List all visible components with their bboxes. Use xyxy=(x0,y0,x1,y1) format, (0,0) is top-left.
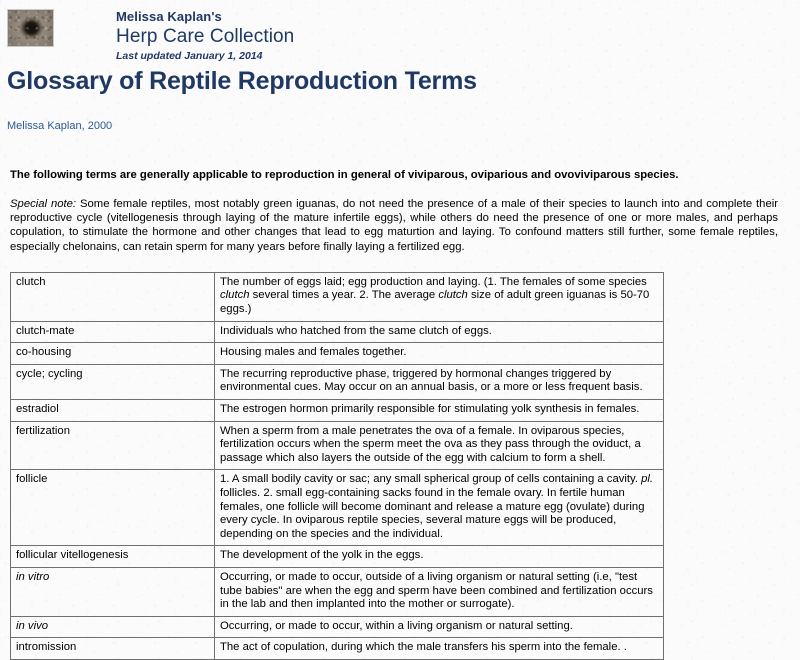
glossary-row xyxy=(11,470,664,546)
definition-text: The number of eggs laid; egg production and laying. (1. The females of some species xyxy=(220,275,647,288)
glossary-row xyxy=(11,399,664,421)
glossary-definition xyxy=(215,364,664,399)
glossary-table xyxy=(10,272,664,660)
definition-text: When a sperm from a male penetrates the ova of a female. In oviparous species, fertilization occurs when the sperm meet the ova as they pass through the oviduct, a passage which also layers the outside of the egg with calcium to form a shell. xyxy=(220,424,641,464)
page-title: Glossary of Reptile Reproduction Terms xyxy=(7,67,477,95)
reptile-eye-photo-icon xyxy=(7,9,54,47)
intro-lead-paragraph: The following terms are generally applicable to reproduction in general of viviparous, oviparious and ovoviviparous species. xyxy=(10,169,679,181)
glossary-definition xyxy=(215,343,664,365)
glossary-row xyxy=(11,638,664,660)
glossary-definition xyxy=(215,616,664,638)
definition-text: The estrogen hormon primarily responsible for stimulating yolk synthesis in females. xyxy=(220,402,640,415)
glossary-term: estradiol xyxy=(11,399,215,421)
definition-text: several times a year. 2. The average xyxy=(249,289,439,302)
glossary-row xyxy=(11,567,664,616)
glossary-definition xyxy=(215,321,664,343)
glossary-definition xyxy=(215,470,664,546)
intro-special-note-paragraph xyxy=(0,182,800,254)
glossary-term: in vivo xyxy=(11,616,215,638)
glossary-definition xyxy=(215,567,664,616)
glossary-row xyxy=(11,272,664,321)
masthead-text-block xyxy=(116,9,294,63)
definition-text: The act of copulation, during which the male transfers his sperm into the female. . xyxy=(220,641,627,654)
definition-text: The development of the yolk in the eggs. xyxy=(220,549,424,562)
glossary-term: clutch xyxy=(11,272,215,321)
definition-text: follicles. 2. small egg-containing sacks found in the female ovary. In fertile human females, one follicle will become dominant and release a mature egg (ovulate) during every cycle. In oviparous reptile species, several mature eggs will be produced, depending on the species and the individual. xyxy=(220,486,645,540)
definition-text: Individuals who hatched from the same clutch of eggs. xyxy=(220,324,492,337)
definition-emphasis: clutch xyxy=(438,289,468,302)
definition-text: Occurring, or made to occur, outside of a living organism or natural setting (i.e, "test tube babies" are when the egg and sperm have been combined and fertilization occurs in the lab and then implanted into the mother or surrogate). xyxy=(220,570,653,611)
glossary-definition xyxy=(215,638,664,660)
definition-text: The recurring reproductive phase, triggered by hormonal changes triggered by environmental cues. May occur on an annual basis, or a more or less frequent basis. xyxy=(220,367,643,394)
definition-text: 1. A small bodily cavity or sac; any small spherical group of cells containing a cavity. xyxy=(220,473,642,486)
glossary-table-body xyxy=(11,272,664,659)
glossary-table-container xyxy=(0,254,800,660)
special-note-label: Special note: xyxy=(10,198,77,210)
definition-emphasis: pl. xyxy=(641,473,654,486)
glossary-row xyxy=(11,616,664,638)
glossary-row xyxy=(11,343,664,365)
definition-emphasis: clutch xyxy=(220,289,250,302)
site-masthead xyxy=(0,0,800,66)
glossary-term: co-housing xyxy=(11,343,215,365)
glossary-row xyxy=(11,321,664,343)
definition-text: size of adult green iguanas is 50-70 eggs.) xyxy=(220,289,650,315)
glossary-row xyxy=(11,421,664,470)
glossary-term: cycle; cycling xyxy=(11,364,215,399)
glossary-term: intromission xyxy=(11,638,215,660)
glossary-definition xyxy=(215,421,664,470)
glossary-term: follicle xyxy=(11,470,215,546)
special-note-body: Some female reptiles, most notably green iguanas, do not need the presence of a male of their species to launch into and complete their reproductive cycle (vitellogenesis through laying of the mature infertile eggs), while others do need the presence of one or more males, and perhaps copulation, to stimulate the hormone and other changes that lead to egg maturtion and laying. To confound matters still further, some female reptiles, especially chelonains, can retain sperm for many years before finally laying a fertilized egg. xyxy=(10,198,778,253)
author-byline: Melissa Kaplan, 2000 xyxy=(7,120,113,132)
definition-text: Housing males and females together. xyxy=(220,346,407,359)
glossary-term: follicular vitellogenesis xyxy=(11,546,215,568)
glossary-term: in vitro xyxy=(11,567,215,616)
glossary-row xyxy=(11,364,664,399)
glossary-row xyxy=(11,546,664,568)
glossary-term: clutch-mate xyxy=(11,321,215,343)
site-collection-title: Herp Care Collection xyxy=(116,26,295,47)
glossary-definition xyxy=(215,399,664,421)
site-owner-name: Melissa Kaplan's xyxy=(116,9,222,24)
last-updated-text: Last updated January 1, 2014 xyxy=(116,50,263,62)
glossary-definition xyxy=(215,546,664,568)
definition-text: Occurring, or made to occur, within a living organism or natural setting. xyxy=(220,619,573,632)
glossary-term: fertilization xyxy=(11,421,215,470)
glossary-definition xyxy=(215,272,664,321)
